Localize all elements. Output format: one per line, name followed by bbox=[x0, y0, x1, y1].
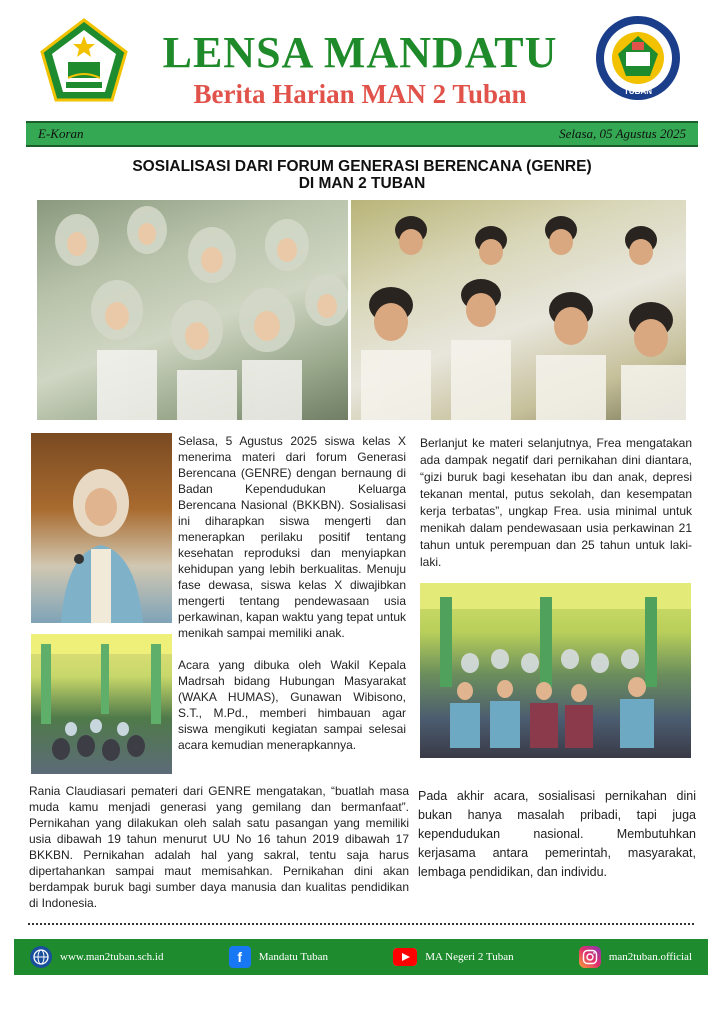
youtube-icon bbox=[393, 948, 417, 966]
photo-hall-audience-illustration bbox=[31, 634, 172, 774]
instagram-handle: man2tuban.official bbox=[608, 951, 692, 963]
paragraph-speaker-quote: Rania Claudiasari pemateri dari GENRE mengatakan, “buatlah masa muda kamu menjadi generasi yang gemilang dan bermanfaat”. Pernikahan yang dilakukan oleh salah satu pasangan yang memiliki usia dibawah 19 tahun menurut UU No 16 tahun 2019 dibawah 17 BKKBN. Pernikahan adalah hal yang sakral, tentu saja harus dipertahankan sampai maut memisahkan. Pernikahan dini akan berdampak buruk bagi sumber daya manusia dan kualitas pendidikan di Indonesia. bbox=[29, 784, 409, 910]
photo-male-students bbox=[351, 200, 686, 420]
paragraph-conclusion: Pada akhir acara, sosialisasi pernikahan dini bukan hanya masalah pribadi, tapi juga kependudukan nasional. Membutuhkan kerjasama antara pemerintah, masyarakat, lembaga pendidikan, dan individu. bbox=[418, 789, 696, 879]
newspaper-title: LENSA MANDATU bbox=[162, 28, 558, 77]
photo-speaker-illustration bbox=[31, 433, 172, 623]
paragraph-intro: Selasa, 5 Agustus 2025 siswa kelas X menerima materi dari forum Generasi Berencana (GENRE) dengan bernaung di Badan Kependudukan Keluarga Berencana Nasional (BKKBN). Sosialisasi ini diharapkan siswa mengerti dan menerapkan perilaku positif tentang kesehatan reproduksi dan menyiapkan kehidupan yang lebih berkualitas. Menuju fase dewasa, siswa kelas X diwajibkan mengerti tentang pendewasaan usia perkawinan, kapan waktu yang tepat untuk menikah sampai memiliki anak. bbox=[178, 434, 406, 640]
dotted-divider bbox=[28, 923, 694, 925]
photo-female-students bbox=[37, 200, 348, 420]
photo-speaker bbox=[31, 433, 172, 623]
website-url: www.man2tuban.sch.id bbox=[60, 951, 164, 963]
facebook-name: Mandatu Tuban bbox=[258, 951, 329, 963]
publish-date: Selasa, 05 Agustus 2025 bbox=[559, 126, 686, 141]
edition-label: E-Koran bbox=[38, 126, 84, 141]
paragraph-opening: Acara yang dibuka oleh Wakil Kepala Madrsah bidang Hubungan Masyarakat (WAKA HUMAS), Gunawan Wibisono, S.T., M.Pd., memberi himbauan agar siswa mengikuti kegiatan sampai selesai acara kemudian menerapkannya. bbox=[178, 658, 406, 752]
man2-tuban-logo bbox=[594, 14, 682, 102]
man2-tuban-logo-text: TUBAN bbox=[624, 87, 652, 96]
masthead bbox=[0, 0, 724, 118]
photo-male-students-illustration bbox=[351, 200, 686, 420]
photo-group-hall-illustration bbox=[420, 583, 691, 758]
article-column-1 bbox=[178, 433, 406, 753]
kemenag-logo bbox=[40, 18, 128, 102]
footer-bar bbox=[14, 939, 708, 975]
headline-line-1: SOSIALISASI DARI FORUM GENERASI BERENCANA (GENRE) bbox=[132, 158, 592, 175]
footer-website-link[interactable] bbox=[30, 946, 163, 968]
youtube-name: MA Negeri 2 Tuban bbox=[425, 951, 514, 963]
article-column-2 bbox=[420, 435, 692, 571]
facebook-icon: f bbox=[229, 946, 251, 968]
footer-facebook-link[interactable] bbox=[229, 946, 328, 968]
photo-female-students-illustration bbox=[37, 200, 348, 420]
headline-line-2: DI MAN 2 TUBAN bbox=[298, 175, 426, 192]
masthead-titles bbox=[140, 30, 580, 110]
article-column-4 bbox=[418, 787, 696, 882]
photo-hall-audience bbox=[31, 634, 172, 774]
instagram-icon bbox=[579, 946, 601, 968]
footer-youtube-link[interactable] bbox=[393, 948, 513, 966]
article-column-3 bbox=[29, 783, 409, 911]
newspaper-subtitle: Berita Harian MAN 2 Tuban bbox=[193, 79, 527, 109]
article-headline bbox=[40, 158, 684, 192]
dateline-bar bbox=[26, 121, 698, 147]
photo-group-hall bbox=[420, 583, 691, 758]
paragraph-negative-impact: Berlanjut ke materi selanjutnya, Frea mengatakan ada dampak negatif dari pernikahan dini diantara, “gizi buruk bagi kesehatan ibu dan anak, depresi tekanan mental, putus sekolah, dan kesempatan kerja terbatas”, ungkap Frea. usia minimal untuk menikah dalam pendewasaan usia perkawinan 21 tahun untuk perempuan dan 25 tahun untuk laki-laki. bbox=[420, 436, 692, 569]
globe-icon bbox=[30, 946, 52, 968]
footer-instagram-link[interactable] bbox=[579, 946, 692, 968]
